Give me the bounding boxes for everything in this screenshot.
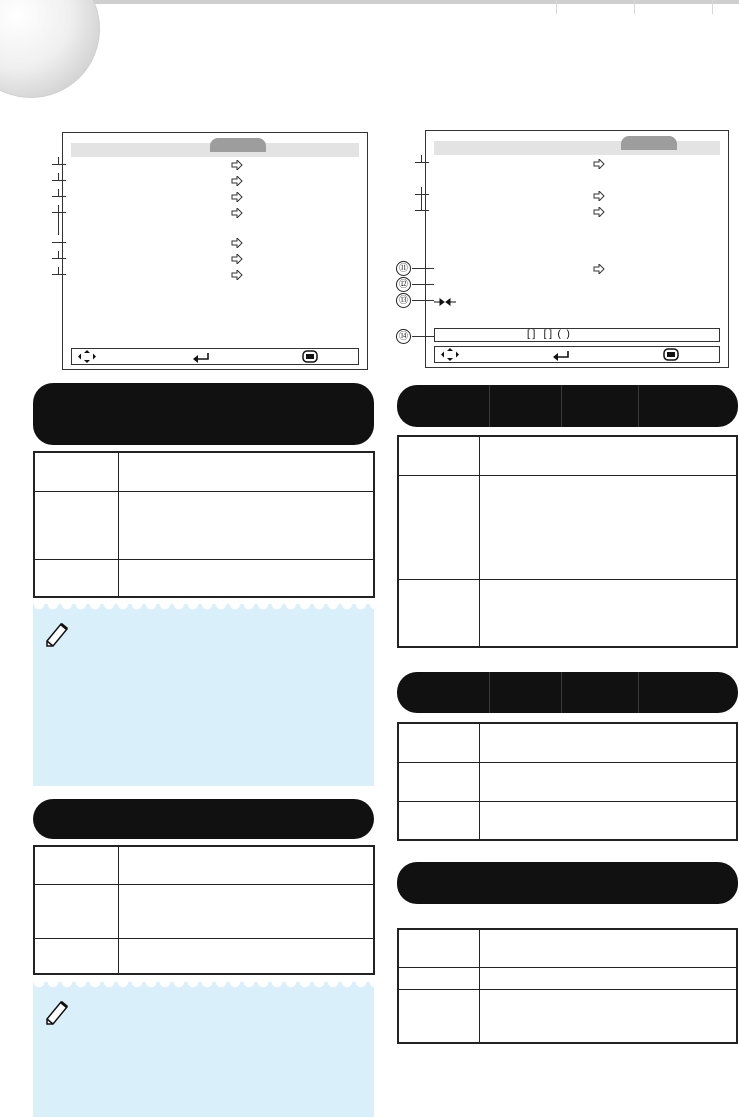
arrow-right-icon — [593, 159, 605, 169]
menu-info-line: [ ] [ ] ( ) — [434, 328, 720, 342]
scallop-edge — [33, 604, 374, 614]
table-cell — [480, 762, 738, 801]
arrow-right-icon — [231, 254, 243, 264]
callout-number-14: ⑭ — [396, 329, 411, 344]
enter-return-icon — [552, 349, 570, 367]
header-divider — [561, 672, 562, 713]
menu-title-bar — [434, 141, 720, 155]
table-cell — [480, 967, 738, 989]
arrow-right-icon — [593, 264, 605, 274]
header-divider — [561, 385, 562, 427]
note-box — [33, 982, 374, 1117]
arrow-right-icon — [593, 191, 605, 201]
right-menu-screen — [425, 130, 729, 368]
callout-tick — [421, 155, 422, 163]
four-way-nav-icon — [78, 350, 96, 368]
enter-return-icon — [192, 351, 210, 369]
table-cell — [34, 559, 119, 597]
section-header — [33, 383, 374, 445]
menu-button-icon — [302, 350, 318, 368]
table-cell — [398, 967, 480, 989]
header-divider — [638, 385, 639, 427]
section-header — [397, 672, 738, 713]
top-tick — [556, 0, 557, 14]
callout-number-12: ⑫ — [396, 277, 411, 292]
arrow-right-icon — [231, 208, 243, 218]
menu-active-tab — [621, 136, 677, 150]
pencil-note-icon — [42, 619, 72, 649]
table-cell — [398, 579, 480, 647]
callout-number-13: ⑬ — [396, 293, 411, 308]
callout-tick — [52, 274, 66, 275]
table-cell — [119, 452, 375, 491]
table-cell — [119, 938, 375, 974]
table-cell — [34, 452, 119, 491]
arrow-right-icon — [231, 160, 243, 170]
callout-tick — [58, 189, 59, 197]
arrow-right-icon — [231, 192, 243, 202]
callout-leader — [412, 268, 434, 269]
pencil-note-icon — [42, 997, 72, 1027]
callout-leader — [412, 300, 434, 301]
left-menu-screen — [62, 132, 368, 370]
header-divider — [489, 672, 490, 713]
callout-leader — [412, 284, 434, 285]
point-to-point-icon — [434, 294, 456, 312]
options-table — [397, 435, 738, 648]
table-cell — [480, 989, 738, 1043]
table-cell — [34, 846, 119, 884]
section-header — [397, 862, 738, 904]
top-tick — [712, 0, 713, 14]
table-cell — [119, 559, 375, 597]
table-cell — [480, 475, 738, 579]
callout-tick — [52, 180, 66, 181]
table-cell — [480, 723, 738, 762]
options-table — [397, 928, 738, 1044]
table-cell — [119, 884, 375, 938]
table-cell — [119, 846, 375, 884]
callout-leader — [412, 336, 434, 337]
callout-tick — [52, 242, 66, 243]
section-header — [397, 385, 738, 427]
table-cell — [398, 475, 480, 579]
header-divider — [489, 385, 490, 427]
callout-tick — [58, 205, 59, 235]
table-cell — [34, 884, 119, 938]
arrow-right-icon — [231, 238, 243, 248]
callout-tick — [52, 212, 66, 213]
table-cell — [398, 929, 480, 967]
note-box — [33, 604, 374, 786]
arrow-right-icon — [231, 270, 243, 280]
table-cell — [34, 491, 119, 559]
callout-tick — [415, 210, 429, 211]
header-divider — [638, 672, 639, 713]
table-cell — [480, 579, 738, 647]
table-cell — [398, 436, 480, 475]
section-header — [33, 799, 374, 839]
table-cell — [480, 801, 738, 840]
table-cell — [480, 929, 738, 967]
top-tick — [634, 0, 635, 14]
options-table — [33, 845, 375, 975]
callout-tick — [52, 196, 66, 197]
callout-tick — [52, 164, 66, 165]
callout-tick — [58, 267, 59, 275]
callout-tick — [58, 157, 59, 165]
table-cell — [398, 989, 480, 1043]
menu-status-bar — [71, 348, 359, 365]
callout-tick — [421, 187, 422, 211]
arrow-right-icon — [593, 207, 605, 217]
table-cell — [480, 436, 738, 475]
options-table — [33, 451, 375, 598]
arrow-right-icon — [231, 176, 243, 186]
four-way-nav-icon — [441, 348, 459, 366]
scallop-edge — [33, 982, 374, 992]
top-border — [0, 0, 739, 4]
corner-circle-decoration — [0, 0, 100, 98]
menu-button-icon — [663, 348, 679, 366]
table-cell — [398, 801, 480, 840]
menu-active-tab — [210, 138, 266, 152]
callout-number-11: ⑪ — [396, 261, 411, 276]
table-cell — [34, 938, 119, 974]
callout-tick — [52, 258, 66, 259]
table-cell — [398, 762, 480, 801]
menu-status-bar — [434, 346, 720, 363]
callout-tick — [58, 173, 59, 181]
options-table — [397, 722, 738, 841]
callout-tick — [415, 194, 429, 195]
callout-tick — [58, 251, 59, 259]
callout-tick — [415, 162, 429, 163]
table-cell — [119, 491, 375, 559]
table-cell — [398, 723, 480, 762]
